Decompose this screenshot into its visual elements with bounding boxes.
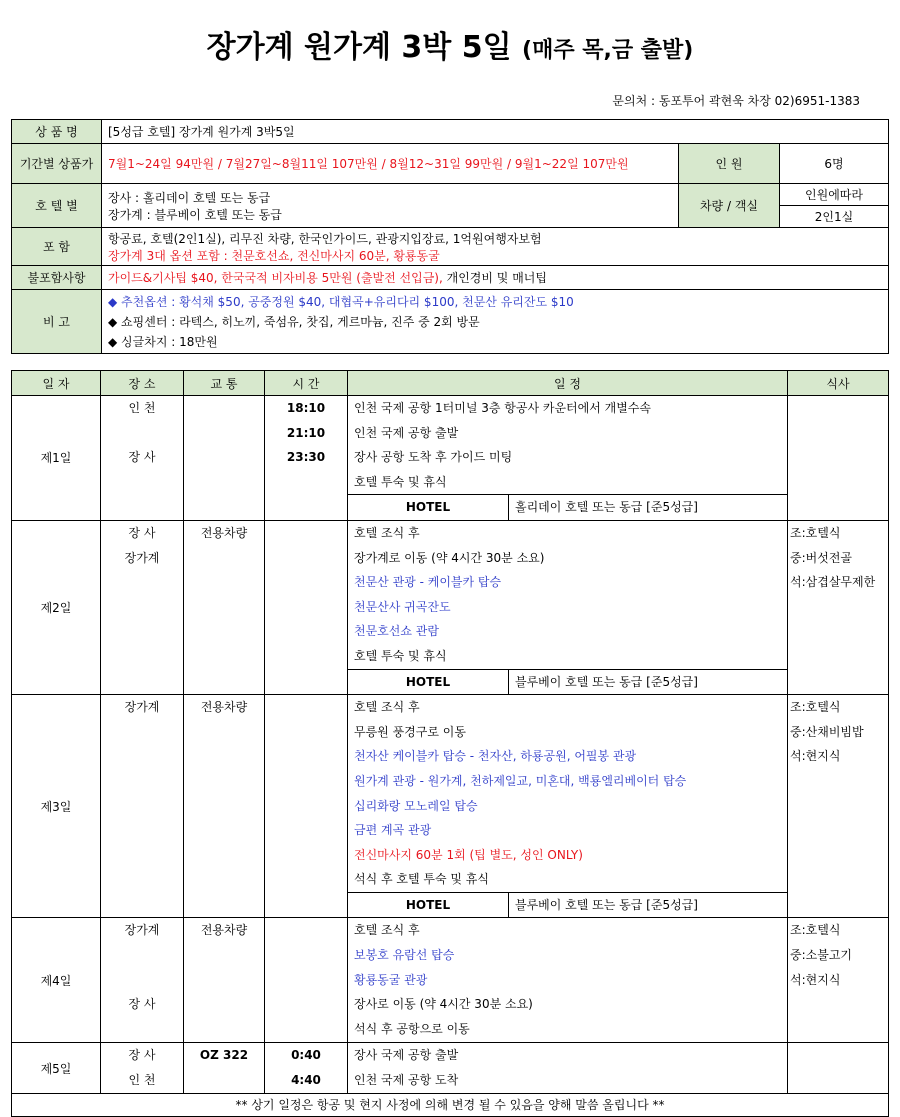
- meals-cell-line: 조:호텔식: [790, 923, 841, 938]
- product-label: 상 품 명: [12, 120, 102, 144]
- vehicle-value: 인원에따라: [780, 184, 889, 206]
- schedule-cell-line: 호텔 조식 후: [354, 923, 420, 938]
- time-cell-line: 18:10: [286, 401, 326, 415]
- schedule-cell: [348, 1043, 788, 1093]
- time-cell: [265, 695, 348, 918]
- header-time: 시 간: [265, 371, 348, 396]
- schedule-cell: [348, 918, 788, 1043]
- schedule-cell-line: 천자산 케이블카 탑승 - 천자산, 하룡공원, 어필봉 관광: [354, 749, 637, 764]
- vehicle-label: 차량 / 객실: [679, 184, 780, 228]
- place-cell-line: 인 천: [128, 1073, 156, 1088]
- schedule-cell-line: 무릉원 풍경구로 이동: [354, 724, 466, 739]
- hotel-label: 호 텔 별: [12, 184, 102, 228]
- meals-cell: [788, 695, 889, 918]
- include-line: 항공료, 호텔(2인1실), 리무진 차량, 한국인가이드, 관광지입장료, 1억원여행자보험: [108, 231, 542, 246]
- hotel-label: HOTEL: [348, 670, 509, 695]
- meals-cell-line: 중:소불고기: [790, 948, 853, 963]
- hotel-label: HOTEL: [348, 495, 509, 520]
- transport-cell: [184, 695, 265, 918]
- include-options: 장가계 3대 옵션 포함 : 천문호선쇼, 전신마사지 60분, 황룡동굴: [108, 248, 440, 263]
- contact-info: 문의처 : 동포투어 곽현욱 차장 02)6951-1383: [612, 94, 860, 108]
- time-cell-line: 23:30: [286, 450, 326, 465]
- schedule-cell-line: 원가계 관광 - 원가계, 천하제일교, 미혼대, 백룡엘리베이터 탑승: [354, 773, 687, 788]
- schedule-cell: [348, 520, 788, 694]
- place-cell: [101, 1043, 184, 1093]
- remark-line: ◆ 싱글차지 : 18만원: [108, 334, 218, 349]
- meals-cell: [788, 520, 889, 694]
- day-row: [12, 520, 889, 694]
- meals-cell: [788, 396, 889, 521]
- day-label: 제2일: [40, 601, 72, 616]
- day-row: [12, 396, 889, 521]
- header-transport: 교 통: [184, 371, 265, 396]
- remark-label: 비 고: [12, 290, 102, 354]
- schedule-cell-line: 장사로 이동 (약 4시간 30분 소요): [354, 997, 533, 1012]
- header-place: 장 소: [101, 371, 184, 396]
- day-row: [12, 1043, 889, 1093]
- place-cell-line: 장 사: [128, 997, 156, 1012]
- place-cell: [101, 520, 184, 694]
- schedule-cell-line: 장사 국제 공항 출발: [354, 1048, 459, 1063]
- hotel-value: [102, 184, 679, 228]
- header-schedule: 일 정: [348, 371, 788, 396]
- transport-cell: [184, 396, 265, 521]
- hotel-name: 블루베이 호텔 또는 동급 [준5성급]: [515, 897, 698, 912]
- transport-cell-line: 전용차량: [200, 923, 248, 938]
- header-meals: 식사: [788, 371, 889, 396]
- day-cell: [12, 520, 101, 694]
- schedule-cell-line: 석식 후 공항으로 이동: [354, 1021, 470, 1036]
- time-cell-line: 21:10: [286, 425, 326, 440]
- schedule-cell-line: 장사 공항 도착 후 가이드 미팅: [354, 450, 513, 465]
- time-cell-line: 4:40: [291, 1073, 321, 1088]
- exclude-value: [102, 266, 889, 290]
- day-row: [12, 918, 889, 1043]
- day-label: 제5일: [40, 1061, 72, 1076]
- place-cell-line: 장가계: [124, 550, 160, 565]
- period-label: 기간별 상품가: [12, 144, 102, 184]
- schedule-cell-line: 보봉호 유람선 탑승: [354, 948, 455, 963]
- schedule-cell-line: 황룡동굴 관광: [354, 972, 428, 987]
- day-cell: [12, 918, 101, 1043]
- day-label: 제4일: [40, 973, 72, 988]
- transport-cell-line: 전용차량: [200, 700, 248, 715]
- time-cell: [265, 520, 348, 694]
- schedule-cell-line: 천문산 관광 - 케이블카 탑승: [354, 575, 502, 590]
- meals-cell-line: 중:산채비빔밥: [790, 724, 864, 739]
- remark-value: [102, 290, 889, 354]
- remark-line: ◆ 쇼핑센터 : 라텍스, 히노끼, 죽섬유, 찻집, 게르마늄, 진주 중 2회 방문: [108, 314, 480, 329]
- place-cell-line: 인 천: [128, 401, 156, 415]
- meals-cell-line: 조:호텔식: [790, 525, 841, 540]
- hotel-row: [348, 892, 787, 918]
- place-cell-line: 장가계: [124, 923, 160, 938]
- footer-note: ** 상기 일정은 항공 및 현지 사정에 의해 변경 될 수 있음을 양해 말씀 올립니다 **: [12, 1093, 889, 1116]
- time-cell-line: 0:40: [291, 1048, 321, 1063]
- place-cell: [101, 918, 184, 1043]
- hotel-name: 블루베이 호텔 또는 동급 [준5성급]: [515, 674, 698, 689]
- place-cell-line: 장 사: [128, 1048, 156, 1063]
- schedule-cell: [348, 396, 788, 521]
- hotel-label: HOTEL: [348, 893, 509, 918]
- schedule-cell-line: 호텔 투숙 및 휴식: [354, 648, 447, 663]
- transport-cell-line: OZ 322: [199, 1048, 249, 1063]
- info-table: [11, 119, 889, 354]
- hotel-row: [348, 669, 787, 695]
- include-label: 포 함: [12, 228, 102, 266]
- meals-cell: [788, 918, 889, 1043]
- transport-cell-line: 전용차량: [200, 525, 248, 540]
- place-cell-line: 장 사: [128, 525, 156, 540]
- place-cell: [101, 695, 184, 918]
- schedule-cell-line: 십리화랑 모노레일 탑승: [354, 798, 478, 813]
- people-value: 6명: [780, 144, 889, 184]
- place-cell-line: 장가계: [124, 700, 160, 715]
- meals-cell-line: 중:버섯전골: [790, 550, 853, 565]
- place-cell: [101, 396, 184, 521]
- time-cell: [265, 918, 348, 1043]
- day-row: [12, 695, 889, 918]
- schedule-cell-line: 천문산사 귀곡잔도: [354, 599, 451, 614]
- hotel-row: [348, 494, 787, 520]
- hotel-line: 장사 : 홀리데이 호텔 또는 동급: [108, 190, 271, 205]
- day-label: 제1일: [40, 451, 72, 466]
- schedule-cell: [348, 695, 788, 918]
- title-main: 장가계 원가계 3박 5일: [206, 30, 512, 65]
- hotel-name: 홀리데이 호텔 또는 동급 [준5성급]: [515, 500, 698, 515]
- schedule-cell-line: 천문호선쇼 관람: [354, 624, 439, 639]
- place-cell-line: [101, 421, 183, 446]
- schedule-cell-line: 전신마사지 60분 1회 (팁 별도, 성인 ONLY): [354, 847, 583, 862]
- page-title: [0, 22, 900, 66]
- meals-cell-line: 석:현지식: [790, 972, 841, 987]
- include-value: [102, 228, 889, 266]
- room-value: 2인1실: [780, 206, 889, 228]
- day-cell: [12, 396, 101, 521]
- meals-cell-line: 석:현지식: [790, 749, 841, 764]
- schedule-cell-line: 장가계로 이동 (약 4시간 30분 소요): [354, 550, 545, 565]
- meals-cell-line: 석:삼겹살무제한: [790, 575, 876, 590]
- time-cell: [265, 1043, 348, 1093]
- people-label: 인 원: [679, 144, 780, 184]
- transport-cell: [184, 520, 265, 694]
- schedule-cell-line: 호텔 조식 후: [354, 700, 420, 715]
- schedule-cell-line: 금편 계곡 관광: [354, 823, 432, 838]
- period-value: 7월1~24일 94만원 / 7월27일~8월11일 107만원 / 8월12~31일 99만원 / 9월1~22일 107만원: [102, 144, 679, 184]
- itinerary-table: [11, 370, 889, 1117]
- schedule-cell-line: 인천 국제 공항 도착: [354, 1073, 459, 1088]
- schedule-cell-line: 호텔 투숙 및 휴식: [354, 474, 447, 489]
- place-cell-line: [101, 968, 183, 993]
- schedule-cell-line: 인천 국제 공항 출발: [354, 425, 459, 440]
- hotel-line: 장가계 : 블루베이 호텔 또는 동급: [108, 207, 282, 222]
- remark-line: ◆ 추천옵션 : 황석채 $50, 공중정원 $40, 대협곡+유리다리 $100, 천문산 유리잔도 $10: [108, 294, 574, 309]
- transport-cell: [184, 1043, 265, 1093]
- header-day: 일 자: [12, 371, 101, 396]
- exclude-label: 불포함사항: [12, 266, 102, 290]
- day-cell: [12, 695, 101, 918]
- day-label: 제3일: [40, 799, 72, 814]
- time-cell: [265, 396, 348, 521]
- title-sub: (매주 목,금 출발): [522, 38, 694, 63]
- schedule-cell-line: 석식 후 호텔 투숙 및 휴식: [354, 872, 489, 887]
- place-cell-line: 장 사: [128, 450, 156, 465]
- place-cell-line: [101, 943, 183, 968]
- meals-cell-line: 조:호텔식: [790, 700, 841, 715]
- day-cell: [12, 1043, 101, 1093]
- schedule-cell-line: 인천 국제 공항 1터미널 3층 항공사 카운터에서 개별수속: [354, 401, 651, 415]
- product-value: [5성급 호텔] 장가계 원가계 3박5일: [102, 120, 889, 144]
- exclude-red: 가이드&기사팁 $40, 한국국적 비자비용 5만원 (출발전 선입금),: [108, 271, 443, 285]
- meals-cell: [788, 1043, 889, 1093]
- transport-cell: [184, 918, 265, 1043]
- exclude-black: 개인경비 및 매너팁: [442, 271, 547, 285]
- schedule-cell-line: 호텔 조식 후: [354, 525, 420, 540]
